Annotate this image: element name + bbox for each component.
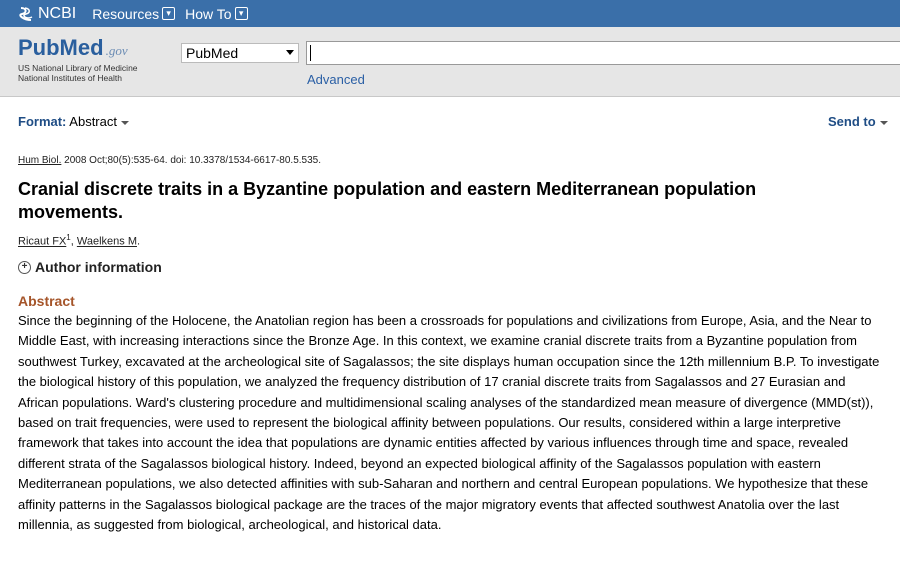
menu-resources-label: Resources (92, 5, 160, 22)
menu-how-to[interactable] (185, 6, 247, 22)
format-label: Format: (18, 114, 67, 129)
logo-subtitle-1: US National Library of Medicine (18, 63, 138, 73)
author-list (18, 233, 140, 248)
article-title: Cranial discrete traits in a Byzantine population and eastern Mediterranean population movements. (18, 179, 757, 222)
citation-line (18, 155, 321, 166)
format-value: Abstract (69, 114, 117, 129)
caret-down-icon (880, 121, 888, 125)
abstract-text: Since the beginning of the Holocene, the Anatolian region has been a crossroads for populations and civilizations from Europe, Asia, and the Near to Middle East, with increasing interactions since the Bronze Age. In this context, we examine cranial discrete traits from a Byzantine population from southwest Turkey, excavated at the archeological site of Sagalassos; the site displays human occupation since the 12th millennium B.P. To investigate the biological history of this population, we analyzed the frequency distribution of 17 cranial discrete traits from Sagalassos and 27 Eurasian and African populations. Ward's clustering procedure and multidimensional scaling analyses of the standardized mean measure of divergence (MMD(st)), based on trait frequencies, were used to represent the biological affinity between populations. Our results, considered within a large interpretive framework that takes into account the idea that populations are dynamic entities affected by various influences through time and space, revealed different strata of the Sagalassos biological history. Indeed, beyond an expected biological affinity of the Sagalassos population with eastern Mediterranean populations, we also detected affinities with sub-Saharan and northern and central European populations. We hypothesize that these affinity patterns in the Sagalassos biological package are the traces of the major migratory events that affected southwest Anatolia over the last millennia, as suggested from biological, archeological, and historical data. (18, 313, 880, 533)
expand-plus-icon: + (18, 261, 31, 274)
ncbi-logo-icon (18, 6, 34, 22)
pubmed-logo-word: PubMed (18, 35, 104, 60)
logo-subtitle-2: National Institutes of Health (18, 73, 122, 83)
journal-link[interactable]: Hum Biol. (18, 155, 62, 166)
author-link[interactable]: Ricaut FX (18, 235, 67, 248)
pubmed-logo[interactable] (18, 35, 138, 83)
chevron-down-icon: ▾ (162, 7, 175, 20)
ncbi-logo-text: NCBI (38, 4, 77, 22)
database-select-value: PubMed (186, 45, 239, 61)
author-link[interactable]: Waelkens M (76, 235, 137, 248)
send-to-button[interactable] (828, 114, 888, 129)
menu-how-to-label: How To (185, 5, 232, 22)
dropdown-arrow-icon (286, 50, 294, 55)
search-bar (0, 27, 900, 97)
author-end: . (136, 235, 141, 248)
send-to-label: Send to (828, 114, 876, 129)
author-affiliation-sup[interactable]: 1 (66, 233, 71, 242)
database-select[interactable] (181, 43, 299, 63)
advanced-search-link[interactable]: Advanced (307, 72, 365, 87)
caret-down-icon (121, 121, 129, 125)
author-information-toggle[interactable] (18, 259, 162, 275)
abstract-heading: Abstract (18, 293, 75, 309)
format-selector[interactable] (18, 114, 129, 129)
pubmed-logo-gov: .gov (105, 43, 128, 58)
ncbi-logo[interactable] (18, 5, 76, 23)
ncbi-header (0, 0, 900, 27)
author-separator: , (70, 235, 77, 248)
text-cursor (310, 45, 311, 61)
chevron-down-icon: ▾ (235, 7, 248, 20)
author-information-label: Author information (35, 259, 162, 275)
citation-details: 2008 Oct;80(5):535-64. doi: 10.3378/1534-6617-80.5.535. (61, 155, 321, 166)
menu-resources[interactable] (92, 6, 175, 22)
search-input[interactable] (306, 41, 900, 65)
